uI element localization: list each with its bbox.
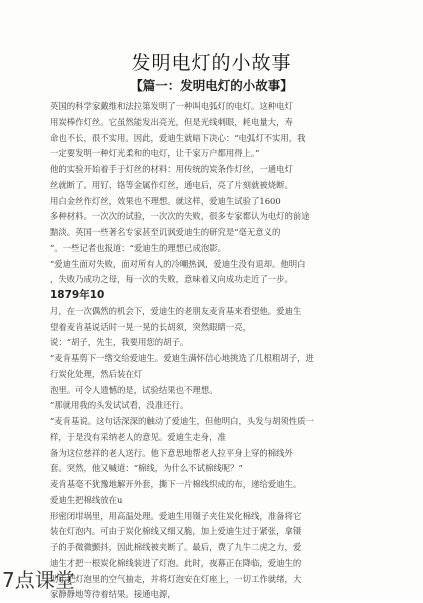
body-line: ”爱迪生面对失败，面对所有人的冷嘲热讽，爱迪生没有退却。他明白 [50, 258, 306, 269]
body-line: 他的实验开始着手于灯丝的材料：用传统的炭条作灯丝，一通电灯 [50, 164, 293, 174]
body-line: 迪生才把一根炭化棉线装进了灯泡。此时，夜幕正在降临，爱迪生的 [50, 557, 302, 568]
body-line: 用白金丝作灯丝，效果也不理想。就这样，爱迪生试验了1600 [50, 195, 281, 206]
document-subtitle: 【篇一：发明电灯的小故事】 [130, 78, 293, 93]
document-title: 发明电灯的小故事 [131, 52, 292, 74]
body-line: ”。一些记者也报道：“爱迪生的理想已成泡影。 [50, 242, 227, 253]
body-line: 爱迪生把棉线放在u [50, 494, 123, 505]
body-line: 形密闭坩埚里，用高温处理。爱迪生用镊子夹住炭化棉线，准备将它 [50, 510, 302, 521]
body-line: 黯淡。英国一些著名专家甚至讥讽爱迪生的研究是“毫无意义的 [50, 227, 281, 237]
body-line: 望着麦肯基说话时一晃一晃的长胡须，突然眼睛一亮， [50, 321, 251, 332]
body-line: 说：“胡子，先生，我要用您的胡子。 [50, 337, 189, 348]
body-line: ”麦肯基说。这句话深深的触动了爱迪生，但他明白，头发与胡须性质一 [50, 416, 314, 426]
body-line: 助手把灯泡里的空气抽走，并将灯泡安在灯座上，一切工作就绪，大 [50, 573, 302, 584]
body-line: 英国的科学家戴维和法拉第发明了一种叫电弧灯的电灯。这种电灯 [50, 101, 293, 111]
body-line: 一定要发明一种灯光柔和的电灯，让千家万户都用得上。” [50, 148, 260, 159]
body-line: 行炭化处理，然后装在灯 [50, 368, 143, 379]
body-line: 家静静地等待着结果。接通电源， [50, 589, 176, 600]
body-line: 泡里。可令人遗憾的是，试验结果也不理想。 [50, 384, 218, 395]
site-watermark: 7点课堂 [2, 568, 75, 592]
body-line: 用炭棒作灯丝。它虽然能发出亮光，但是光线刺眼，耗电量大，寿 [50, 116, 293, 127]
body-line: 1879年10 [50, 289, 105, 301]
body-line: 命也不长，很不实用。因此，爱迪生就暗下决心：“电弧灯不实用，我 [50, 132, 306, 143]
body-line: 月，在一次偶然的机会下，爱迪生的老朋友麦肯基来看望他。爱迪生 [50, 305, 302, 316]
body-line: 备为这位慈祥的老人送行。他下意思地帮老人拉平身上穿的棉线外 [50, 447, 293, 458]
document-body [50, 99, 385, 603]
body-line: 丝就断了。用钌、铬等金属作灯丝，通电后，亮了片刻就被烧断。 [50, 179, 293, 190]
body-line: ”那就用我的头发试试看，没准还行。 [50, 400, 189, 411]
body-line: 多种材料。一次次的试验，一次次的失败，很多专家都认为电灯的前途 [50, 211, 310, 222]
body-line: 子的手微微颤抖，因此棉线被夹断了。最后，费了九牛二虎之力，爱 [50, 542, 302, 552]
body-line: 套。突然，他又喊道：“棉线，为什么不试棉线呢？” [50, 463, 243, 474]
body-line: ”麦肯基剪下一绺交给爱迪生。爱迪生满怀信心地挑选了几根粗胡子，进 [50, 353, 314, 363]
body-line: 装在灯泡内。可由于炭化棉线又细又脆，加上爱迪生过于紧张，拿镊 [50, 526, 302, 537]
body-line: 麦肯基毫不犹豫地解开外套，撕下一片棉线织成的布，递给爱迪生。 [50, 479, 302, 489]
body-line: ，失败乃成功之母，每一次的失败，意味着又向成功走近了一步。 [50, 274, 293, 285]
body-line: 样，于是没有采纳老人的意见。爱迪生走身，准 [50, 431, 226, 442]
